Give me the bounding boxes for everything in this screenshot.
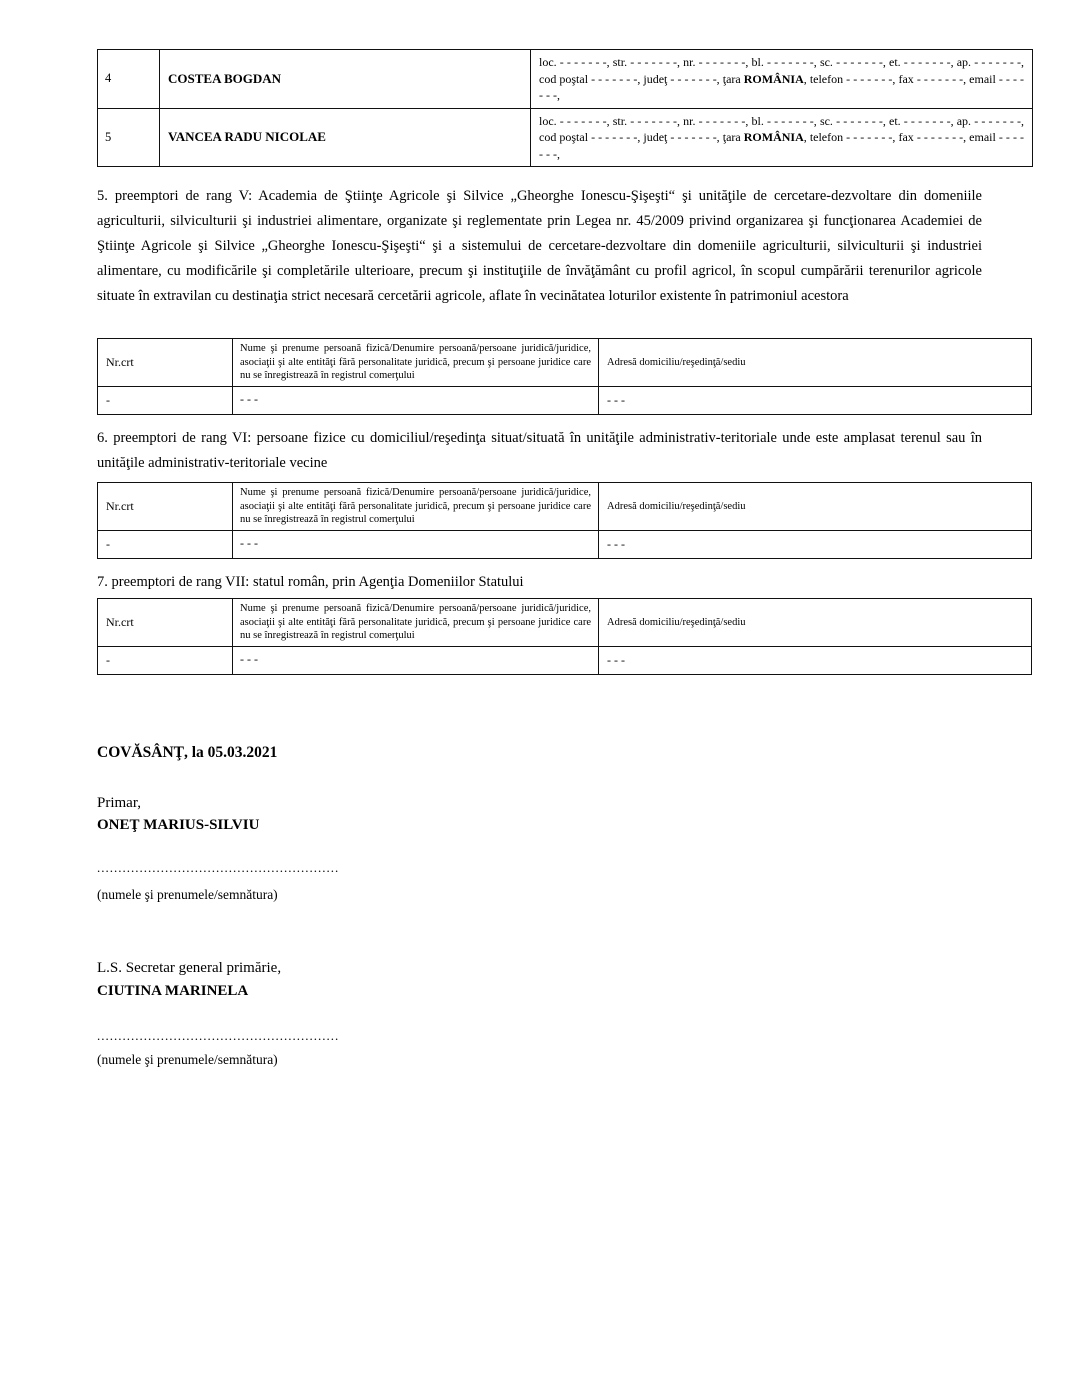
section-rang-vi-heading: 6. preemptori de rang VI: persoane fizice cu domiciliul/reşedinţa situat/situată în unităţile administrativ-teritoriale unde este amplasat terenul sau în unităţile administrativ-teritoriale vecine	[97, 430, 982, 471]
cell-nr: -	[98, 386, 233, 414]
header-nr-crt: Nr.crt	[98, 599, 233, 647]
cell-adresa: - - -	[599, 646, 1032, 674]
table-header-row	[98, 339, 1032, 387]
cell-nr: -	[98, 646, 233, 674]
place-and-date: COVĂSÂNŢ, la 05.03.2021	[97, 744, 278, 761]
table-header-row	[98, 483, 1032, 531]
address-prefix: loc. - - - - - - -, str. - - - - - - -, nr. - - - - - - -, bl. - - - - - - -, sc. - - - - - - -, et. - - - - - - -, ap. - - - - - - -, cod poştal - - - - - - -, judeţ - - - - - - -, ţara	[539, 113, 1024, 144]
preemptor-address	[531, 108, 1033, 167]
secretar-name: CIUTINA MARINELA	[97, 983, 249, 999]
preemptor-name: COSTEA BOGDAN	[160, 50, 531, 109]
address-suffix: , telefon - - - - - - -, fax - - - - - - -, email - - - - - - -,	[539, 71, 1024, 102]
preemptor-list-table	[97, 49, 1033, 167]
table-data-row	[98, 386, 1032, 414]
rang-vii-table	[97, 598, 1032, 675]
cell-nr: -	[98, 530, 233, 558]
address-suffix: , telefon - - - - - - -, fax - - - - - - -, email - - - - - - -,	[539, 130, 1024, 161]
preemptor-address	[531, 50, 1033, 109]
cell-nume: - - -	[233, 530, 599, 558]
signature-hint: (numele şi prenumele/semnătura)	[97, 1052, 278, 1067]
table-header-row	[98, 599, 1032, 647]
table-row	[98, 50, 1033, 109]
preemptor-name: VANCEA RADU NICOLAE	[160, 108, 531, 167]
rang-v-table	[97, 338, 1032, 415]
header-adresa: Adresă domiciliu/reşedinţă/sediu	[599, 483, 1032, 531]
rang-vi-table	[97, 482, 1032, 559]
cell-nume: - - -	[233, 386, 599, 414]
header-nr-crt: Nr.crt	[98, 483, 233, 531]
header-nume-prenume: Nume şi prenume persoană fizică/Denumire persoană/persoane juridică/juridice, asociaţii şi alte entităţi fără personalitate juridică, precum şi persoane juridice care nu se înregistrează în registrul comerţului	[233, 483, 599, 531]
signature-dotted-line: .........................................................	[97, 860, 340, 875]
address-country: ROMÂNIA	[743, 71, 804, 86]
table-row	[98, 108, 1033, 167]
cell-nume: - - -	[233, 646, 599, 674]
signature-hint: (numele şi prenumele/semnătura)	[97, 887, 278, 902]
cell-adresa: - - -	[599, 530, 1032, 558]
header-nume-prenume: Nume şi prenume persoană fizică/Denumire persoană/persoane juridică/juridice, asociaţii şi alte entităţi fără personalitate juridică, precum şi persoane juridice care nu se înregistrează în registrul comerţului	[233, 599, 599, 647]
primar-name: ONEŢ MARIUS-SILVIU	[97, 817, 260, 833]
address-prefix: loc. - - - - - - -, str. - - - - - - -, nr. - - - - - - -, bl. - - - - - - -, sc. - - - - - - -, et. - - - - - - -, ap. - - - - - - -, cod poştal - - - - - - -, judeţ - - - - - - -, ţara	[539, 55, 1024, 86]
address-country: ROMÂNIA	[743, 130, 804, 144]
secretar-title: L.S. Secretar general primărie,	[97, 960, 282, 976]
table-data-row	[98, 646, 1032, 674]
header-adresa: Adresă domiciliu/reşedinţă/sediu	[599, 599, 1032, 647]
header-nume-prenume: Nume şi prenume persoană fizică/Denumire persoană/persoane juridică/juridice, asociaţii şi alte entităţi fără personalitate juridică, precum şi persoane juridice care nu se înregistrează în registrul comerţului	[233, 339, 599, 387]
table-data-row	[98, 530, 1032, 558]
row-number: 5	[98, 108, 160, 167]
header-nr-crt: Nr.crt	[98, 339, 233, 387]
section-rang-v-heading: 5. preemptori de rang V: Academia de Ştiinţe Agricole şi Silvice „Gheorghe Ionescu-Şişeşti“ şi unităţile de cercetare-dezvoltare din domeniile agriculturii, silviculturii şi industriei alimentare, organizate şi reglementate prin Legea nr. 45/2009 privind organizarea şi funcţionarea Academiei de Ştiinţe Agricole şi Silvice „Gheorghe Ionescu-Şişeşti“ şi a sistemului de cercetare-dezvoltare din domeniile agriculturii, silviculturii şi industriei alimentare, cu modificările şi completările ulterioare, precum şi instituţiile de învăţământ cu profil agricol, în scopul cumpărării terenurilor agricole situate în extravilan cu destinaţia strict necesară cercetării agricole, aflate în vecinătatea loturilor existente în patrimoniul acestora	[97, 188, 982, 304]
header-adresa: Adresă domiciliu/reşedinţă/sediu	[599, 339, 1032, 387]
row-number: 4	[98, 50, 160, 109]
primar-title: Primar,	[97, 795, 141, 811]
section-rang-vii-heading: 7. preemptori de rang VII: statul român, prin Agenţia Domeniilor Statului	[97, 574, 524, 590]
cell-adresa: - - -	[599, 386, 1032, 414]
signature-dotted-line: .........................................................	[97, 1028, 340, 1043]
